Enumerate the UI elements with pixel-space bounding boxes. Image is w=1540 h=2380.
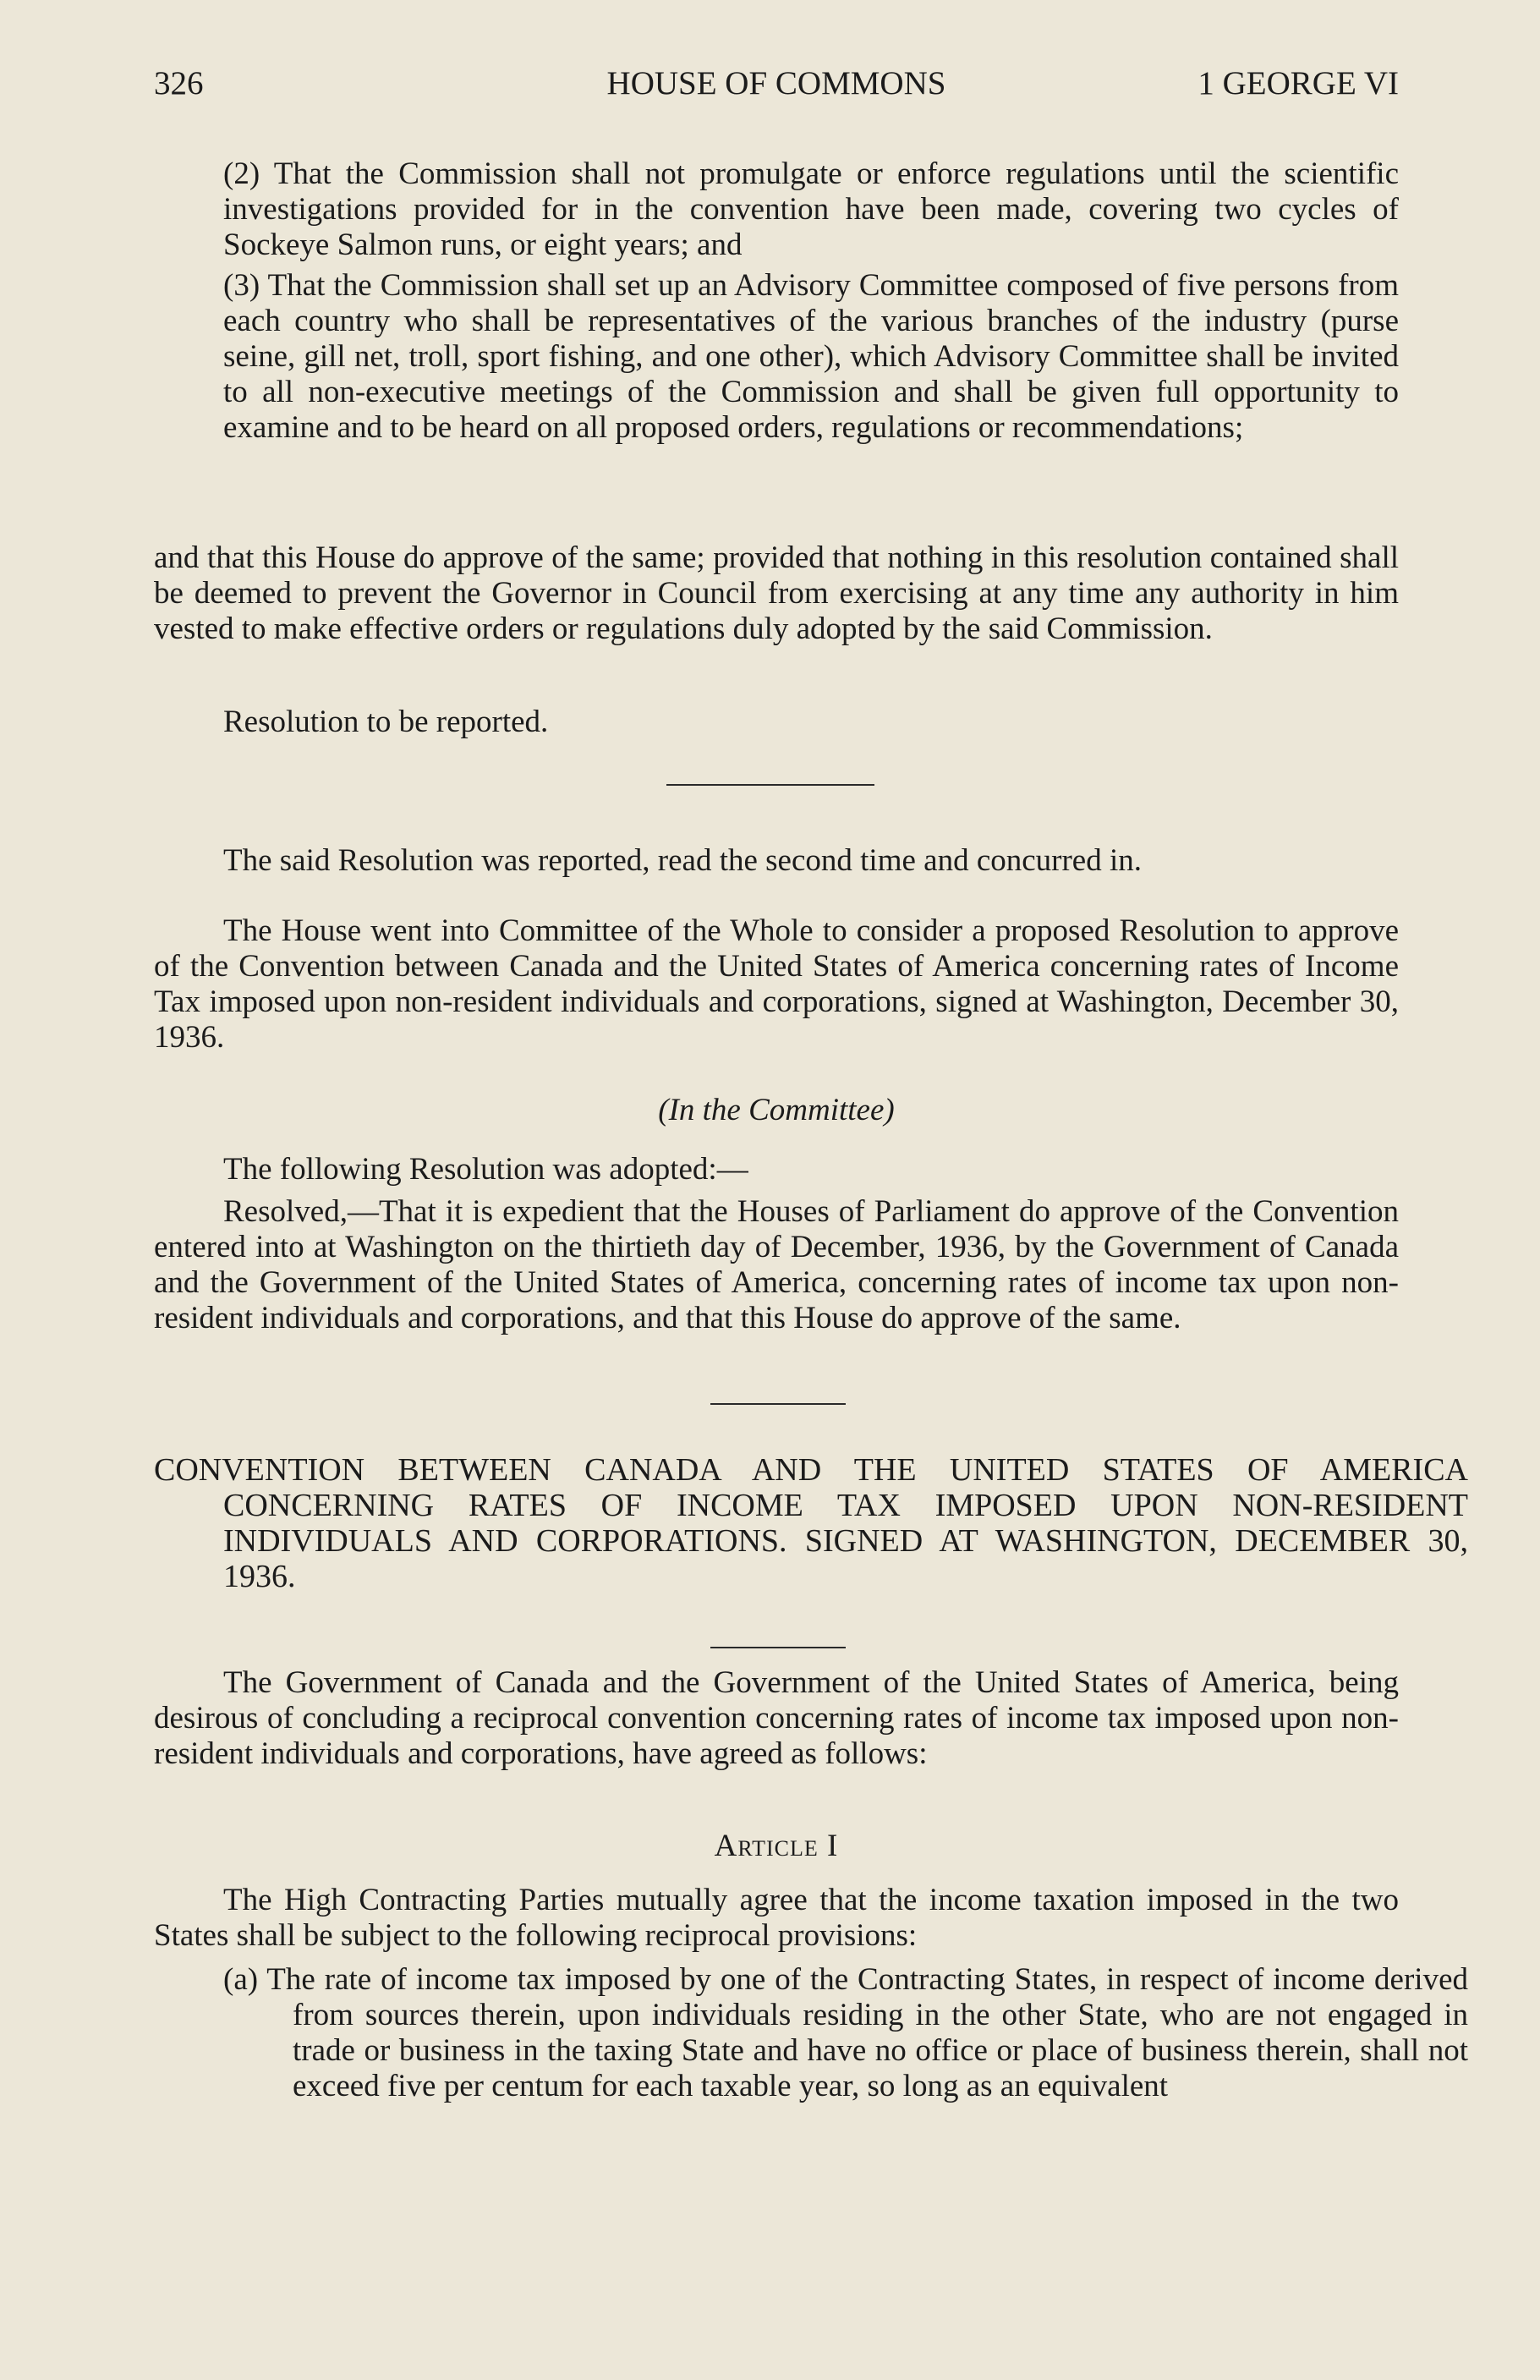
page-number: 326 <box>154 65 204 101</box>
resolution-to-be-reported: Resolution to be reported. <box>223 705 549 739</box>
resolution-reported-paragraph: The said Resolution was reported, read the second time and concurred in. <box>223 843 1143 878</box>
approve-paragraph: and that this House do approve of the same; provided that nothing in this resolution contained shall be deemed to prevent the Governor in Council from exercising at any time any authority in him vested to make effective orders or regulations duly adopted by the said Commission. <box>154 540 1399 646</box>
article-clause-a: (a) The rate of income tax imposed by one of the Contracting States, in respect of income derived from sources therein, upon individuals residing in the other State, who are not engaged in trade or business in the taxing State and have no office or place of business therein, shall not exceed five per centum for each taxable year, so long as an equivalent <box>223 1962 1468 2103</box>
article-intro-paragraph: The High Contracting Parties mutually agree that the income taxation imposed in the two States shall be subject to the following reciprocal provisions: <box>154 1883 1399 1953</box>
section-divider-2 <box>710 1403 846 1405</box>
resolved-paragraph: Resolved,—That it is expedient that the Houses of Parliament do approve of the Convention entered into at Washington on the thirtieth day of December, 1936, by the Government of Canada and the Government of the United States of America, concerning rates of income tax upon non-resident individuals and corporations, and that this House do approve of the same. <box>154 1194 1399 1335</box>
committee-of-whole-paragraph: The House went into Committee of the Whole to consider a proposed Resolution to approve of the Convention between Canada and the United States of America concerning rates of Income Tax imposed upon non-resident individuals and corporations, signed at Washington, December 30, 1936. <box>154 913 1399 1055</box>
clause-3-paragraph: (3) That the Commission shall set up an Advisory Committee composed of five persons from each country who shall be representatives of the various branches of the industry (purse seine, gill net, troll, sport fishing, and one other), which Advisory Committee shall be invited to all non-executive meetings of the Commission and shall be given full opportunity to examine and to be heard on all proposed orders, regulations or recommendations; <box>223 268 1399 445</box>
in-committee-subheading: (In the Committee) <box>658 1093 895 1127</box>
convention-heading: CONVENTION BETWEEN CANADA AND THE UNITED STATES OF AMERICA CONCERNING RATES OF INCOME TAX IMPOSED UPON NON-RESIDENT INDIVIDUALS AND CORPORATIONS. SIGNED AT WASHINGTON, DECEMBER 30, 1936. <box>154 1452 1468 1594</box>
resolution-adopted-paragraph: The following Resolution was adopted:— <box>223 1152 748 1187</box>
article-i-heading: Article I <box>714 1829 839 1863</box>
header-regnal-year: 1 GEORGE VI <box>1197 65 1399 101</box>
running-header <box>154 64 1399 108</box>
section-divider-1 <box>666 784 874 786</box>
preamble-paragraph: The Government of Canada and the Government of the United States of America, being desirous of concluding a reciprocal convention concerning rates of income tax imposed upon non-resident individuals and corporations, have agreed as follows: <box>154 1665 1399 1771</box>
clause-2-paragraph: (2) That the Commission shall not promulgate or enforce regulations until the scientific investigations provided for in the convention have been made, covering two cycles of Sockeye Salmon runs, or eight years; and <box>223 156 1399 262</box>
header-title: HOUSE OF COMMONS <box>606 65 946 101</box>
section-divider-3 <box>710 1647 846 1648</box>
